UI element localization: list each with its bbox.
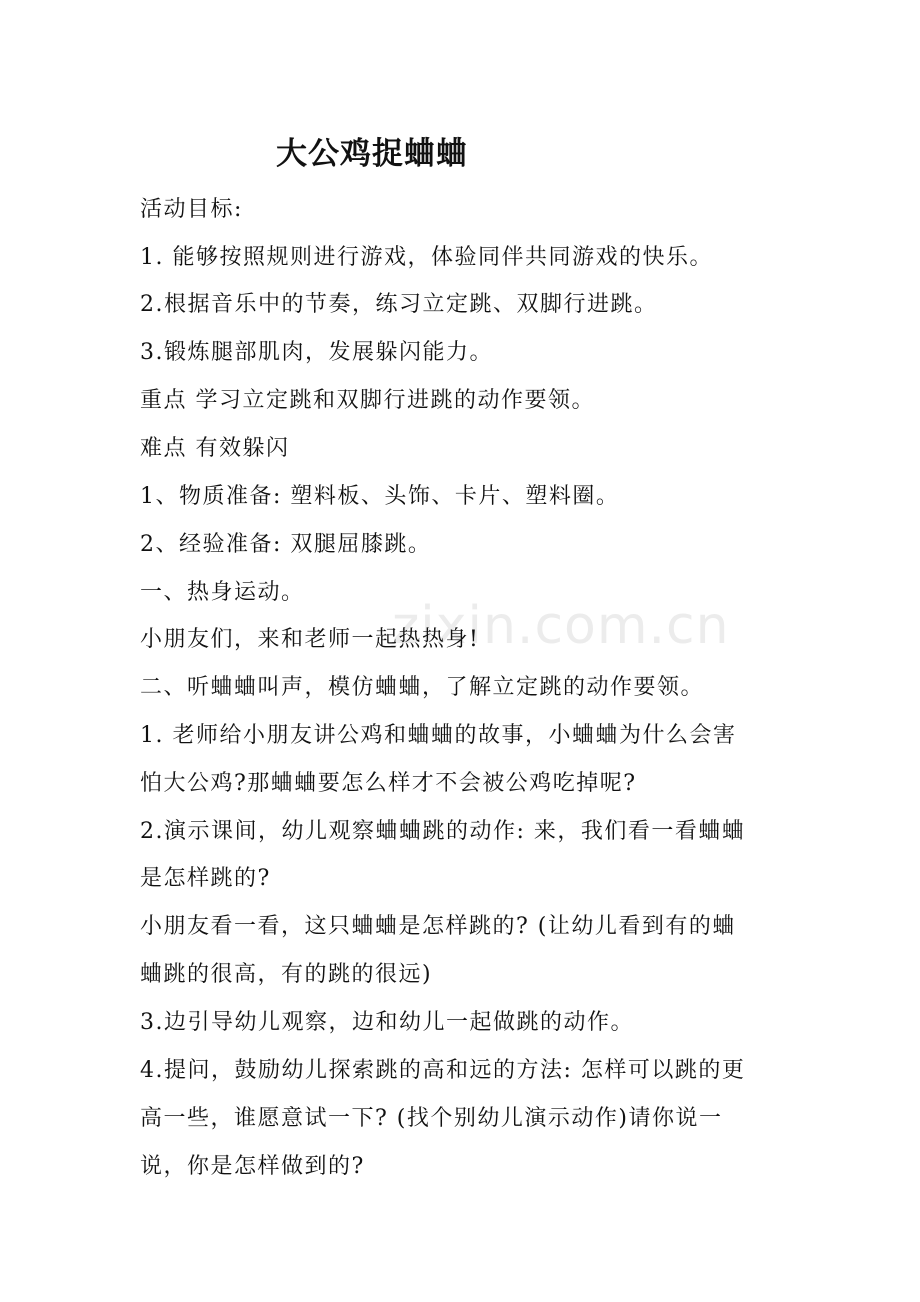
paragraph-line: 4.提问，鼓励幼儿探索跳的高和远的方法: 怎样可以跳的更 xyxy=(140,1058,746,1083)
section-heading-warmup: 一、热身运动。 xyxy=(140,580,305,605)
watermark: zixin.com.cn xyxy=(392,596,730,656)
goal-item-2: 2.根据音乐中的节奏，练习立定跳、双脚行进跳。 xyxy=(140,292,658,317)
paragraph-line: 2.演示课间，幼儿观察蛐蛐跳的动作: 来，我们看一看蛐蛐 xyxy=(140,819,746,844)
paragraph-line: 蛐跳的很高，有的跳的很远) xyxy=(140,962,433,987)
section-label-goals: 活动目标: xyxy=(140,197,243,222)
section-heading-listen: 二、听蛐蛐叫声，模仿蛐蛐，了解立定跳的动作要领。 xyxy=(140,675,705,700)
paragraph-line: 高一些，谁愿意试一下? (找个别幼儿演示动作)请你说一 xyxy=(140,1106,723,1131)
paragraph-line: 小朋友们，来和老师一起热热身! xyxy=(140,627,480,652)
material-prep: 1、物质准备: 塑料板、头饰、卡片、塑料圈。 xyxy=(140,484,620,509)
paragraph-line: 说，你是怎样做到的? xyxy=(140,1154,365,1179)
paragraph-line: 怕大公鸡?那蛐蛐要怎么样才不会被公鸡吃掉呢? xyxy=(140,771,637,796)
key-point: 重点 学习立定跳和双脚行进跳的动作要领。 xyxy=(140,388,595,413)
goal-item-1: 1. 能够按照规则进行游戏，体验同伴共同游戏的快乐。 xyxy=(140,245,713,270)
paragraph-line: 1. 老师给小朋友讲公鸡和蛐蛐的故事，小蛐蛐为什么会害 xyxy=(140,723,737,748)
paragraph-line: 小朋友看一看，这只蛐蛐是怎样跳的? (让幼儿看到有的蛐 xyxy=(140,914,736,939)
difficult-point: 难点 有效躲闪 xyxy=(140,436,290,461)
experience-prep: 2、经验准备: 双腿屈膝跳。 xyxy=(140,532,432,557)
paragraph-line: 3.边引导幼儿观察，边和幼儿一起做跳的动作。 xyxy=(140,1010,634,1035)
goal-item-3: 3.锻炼腿部肌肉，发展躲闪能力。 xyxy=(140,340,493,365)
page-title: 大公鸡捉蛐蛐 xyxy=(276,136,468,172)
paragraph-line: 是怎样跳的? xyxy=(140,866,271,891)
